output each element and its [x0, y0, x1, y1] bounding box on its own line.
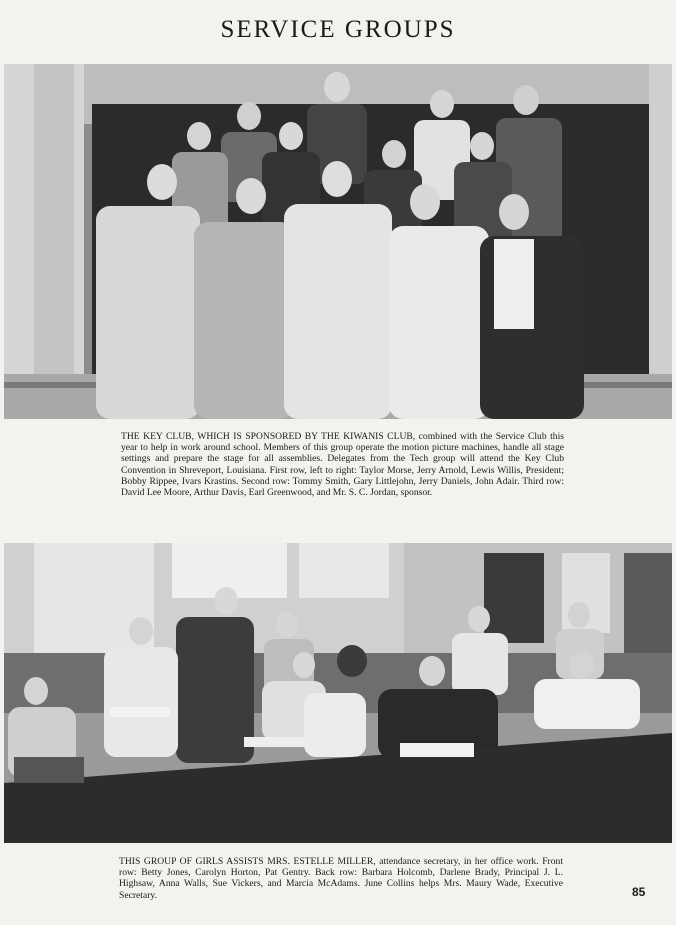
page-title: SERVICE GROUPS — [220, 16, 456, 43]
office-girls-photo-art — [4, 543, 672, 843]
office-girls-photo — [4, 543, 672, 843]
page-number: 85 — [632, 885, 646, 899]
office-girls-caption: THIS GROUP OF GIRLS ASSISTS MRS. ESTELLE MILLER, attendance secretary, in her office work. Front row: Betty Jones, Carolyn Horton, Pat Gentry. Back row: Barbara Holcomb, Darlene Brady, Principal J. L. Highsaw, Anna Walls, Sue Vickers, and Marcia McAdams. June Collins helps Mrs. Maury Wade, Executive Secretary. — [119, 856, 563, 901]
key-club-photo-art — [4, 64, 672, 419]
key-club-caption: THE KEY CLUB, WHICH IS SPONSORED BY THE KIWANIS CLUB, combined with the Service Club this year to help in work around school. Members of this group operate the motion picture machines, handle all stage settings and prepare the stage for all assemblies. Delegates from the Tech group will attend the Key Club Convention in Shreveport, Louisiana. First row, left to right: Taylor Morse, Jerry Arnold, Lewis Willis, President; Bobby Rippee, Ivars Krastins. Second row: Tommy Smith, Gary Littlejohn, Jerry Daniels, John Adair. Third row: David Lee Moore, Arthur Davis, Earl Greenwood, and Mr. S. C. Jordan, sponsor. — [121, 431, 564, 499]
key-club-photo — [4, 64, 672, 419]
